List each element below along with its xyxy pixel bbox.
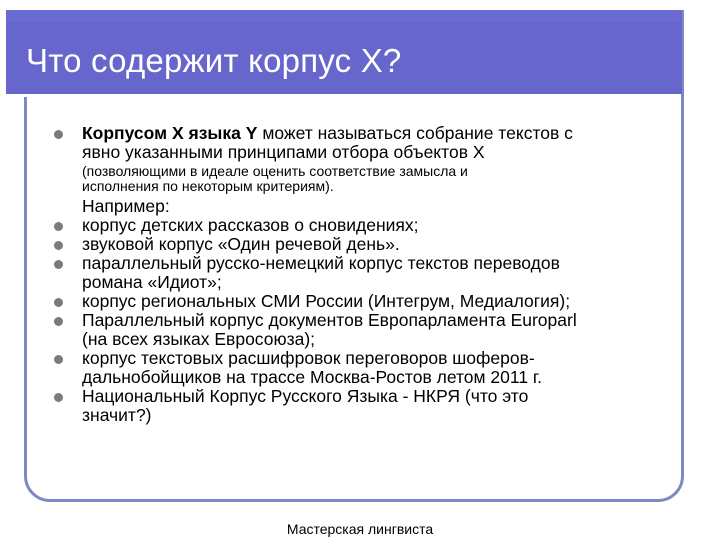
title-bar — [6, 10, 682, 94]
bullet-icon — [54, 241, 63, 250]
example-label: Например: — [82, 196, 170, 216]
bullet-icon — [54, 260, 63, 269]
definition-line-2: явно указанными принципами отбора объектов Х — [82, 142, 485, 162]
slide-title: Что содержит корпус Х? — [26, 42, 402, 79]
bullet-icon — [54, 298, 63, 307]
definition-line-1: Корпусом Х языка Y может называться собрание текстов с — [82, 123, 573, 143]
bullet-icon — [54, 222, 63, 231]
list-item — [54, 124, 674, 216]
list-item: Национальный Корпус Русского Языка - НКРЯ (что это значит?) — [54, 387, 674, 425]
title-underline — [6, 94, 638, 97]
list-item: звуковой корпус «Один речевой день». — [54, 235, 674, 254]
list-item: параллельный русско-немецкий корпус текстов переводов романа «Идиот»; — [54, 254, 674, 292]
bullet-icon — [54, 393, 63, 402]
slide-footer: Мастерская лингвиста — [286, 521, 434, 537]
list-item: корпус детских рассказов о сновидениях; — [54, 216, 674, 235]
bullet-icon — [54, 130, 63, 139]
bullet-list — [54, 124, 674, 425]
list-item: Параллельный корпус документов Европарламента Europarl (на всех языках Евросоюза); — [54, 311, 674, 349]
list-item: корпус региональных СМИ России (Интегрум, Медиалогия); — [54, 292, 674, 311]
bullet-icon — [54, 317, 63, 326]
list-item: корпус текстовых расшифровок переговоров шоферов- дальнобойщиков на трассе Москва-Ростов летом 2011 г. — [54, 349, 674, 387]
bullet-icon — [54, 355, 63, 364]
definition-note: (позволяющими в идеале оценить соответствие замысла и исполнения по некоторым критериям). — [82, 163, 468, 194]
